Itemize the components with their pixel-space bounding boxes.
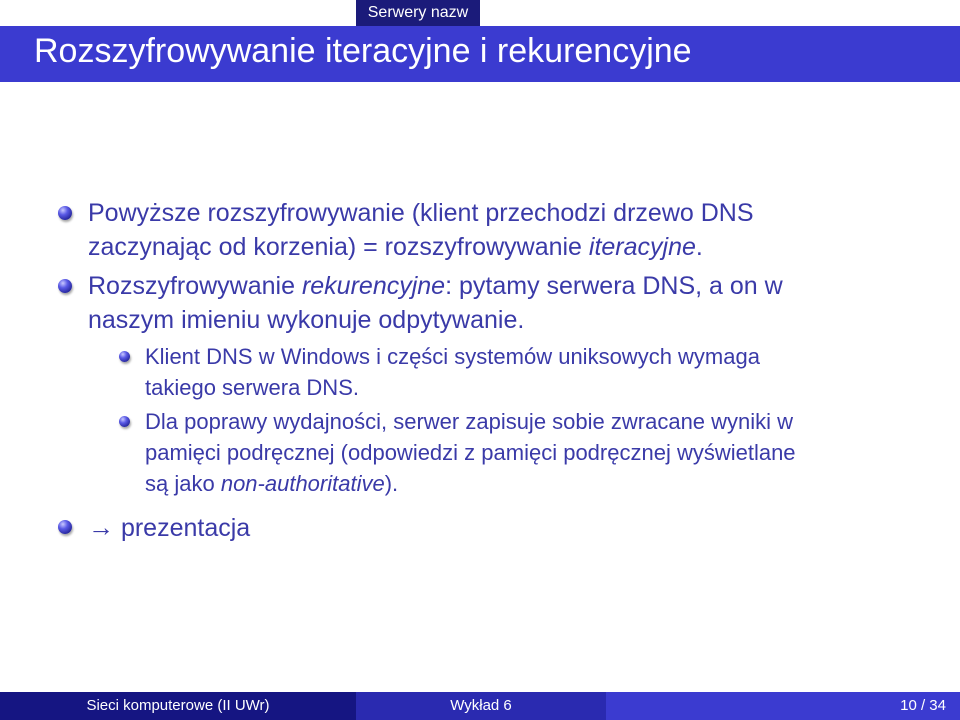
bullet-1-line-1: Powyższe rozszyfrowywanie (klient przechodzi drzewo DNS xyxy=(88,199,754,227)
bullet-ball-icon xyxy=(58,520,72,534)
footer-page-area xyxy=(606,692,960,720)
slide-title: Rozszyfrowywanie iteracyjne i rekurencyjne xyxy=(34,32,692,70)
bullet-ball-icon xyxy=(58,206,72,220)
footer xyxy=(0,692,960,720)
footer-lecture[interactable]: Wykład 6 xyxy=(356,692,606,720)
sub-bullet-2-line-3 xyxy=(145,468,398,499)
sub-bullet-ball-icon xyxy=(119,351,130,362)
bullet-1-line-2-pre: zaczynając od korzenia) = rozszyfrowywanie xyxy=(88,233,589,261)
bullet-3-line[interactable] xyxy=(88,510,250,545)
sub-bullet-2-line-1: Dla poprawy wydajności, serwer zapisuje sobie zwracane wyniki w xyxy=(145,409,794,434)
header-right-strip xyxy=(480,0,960,26)
sub-bullet-1-line-2: takiego serwera DNS. xyxy=(145,375,359,400)
section-label[interactable]: Serwery nazw xyxy=(367,4,469,21)
bullet-1-line-2-post: . xyxy=(695,233,703,261)
header-left-strip xyxy=(0,0,356,26)
bullet-2-line-2: naszym imieniu wykonuje odpytywanie. xyxy=(88,306,525,334)
sub-bullet-2-line-3-pre: są jako xyxy=(145,471,221,496)
bullet-2-line-1 xyxy=(88,269,783,303)
bullet-1-line-2 xyxy=(88,230,703,264)
bullet-ball-icon xyxy=(58,279,72,293)
bullet-2-emphasis: rekurencyjne xyxy=(301,272,446,300)
bullet-2-line-1-pre: Rozszyfrowywanie xyxy=(88,272,302,300)
bullet-1-emphasis: iteracyjne xyxy=(588,233,696,261)
page-number: 10 / 34 xyxy=(900,697,946,714)
right-arrow-icon: → xyxy=(88,512,114,542)
sub-bullet-1-line-1: Klient DNS w Windows i części systemów uniksowych wymaga xyxy=(145,344,760,369)
sub-bullet-ball-icon xyxy=(119,416,130,427)
bullet-2-line-1-post: : pytamy serwera DNS, a on w xyxy=(445,272,783,300)
sub-bullet-2-line-3-post: ). xyxy=(384,471,399,496)
presentation-link[interactable]: prezentacja xyxy=(120,514,251,542)
sub-bullet-2-line-2: pamięci podręcznej (odpowiedzi z pamięci podręcznej wyświetlane xyxy=(145,440,796,465)
sub-bullet-2-emphasis: non-authoritative xyxy=(220,471,385,496)
footer-course[interactable]: Sieci komputerowe (II UWr) xyxy=(0,692,356,720)
